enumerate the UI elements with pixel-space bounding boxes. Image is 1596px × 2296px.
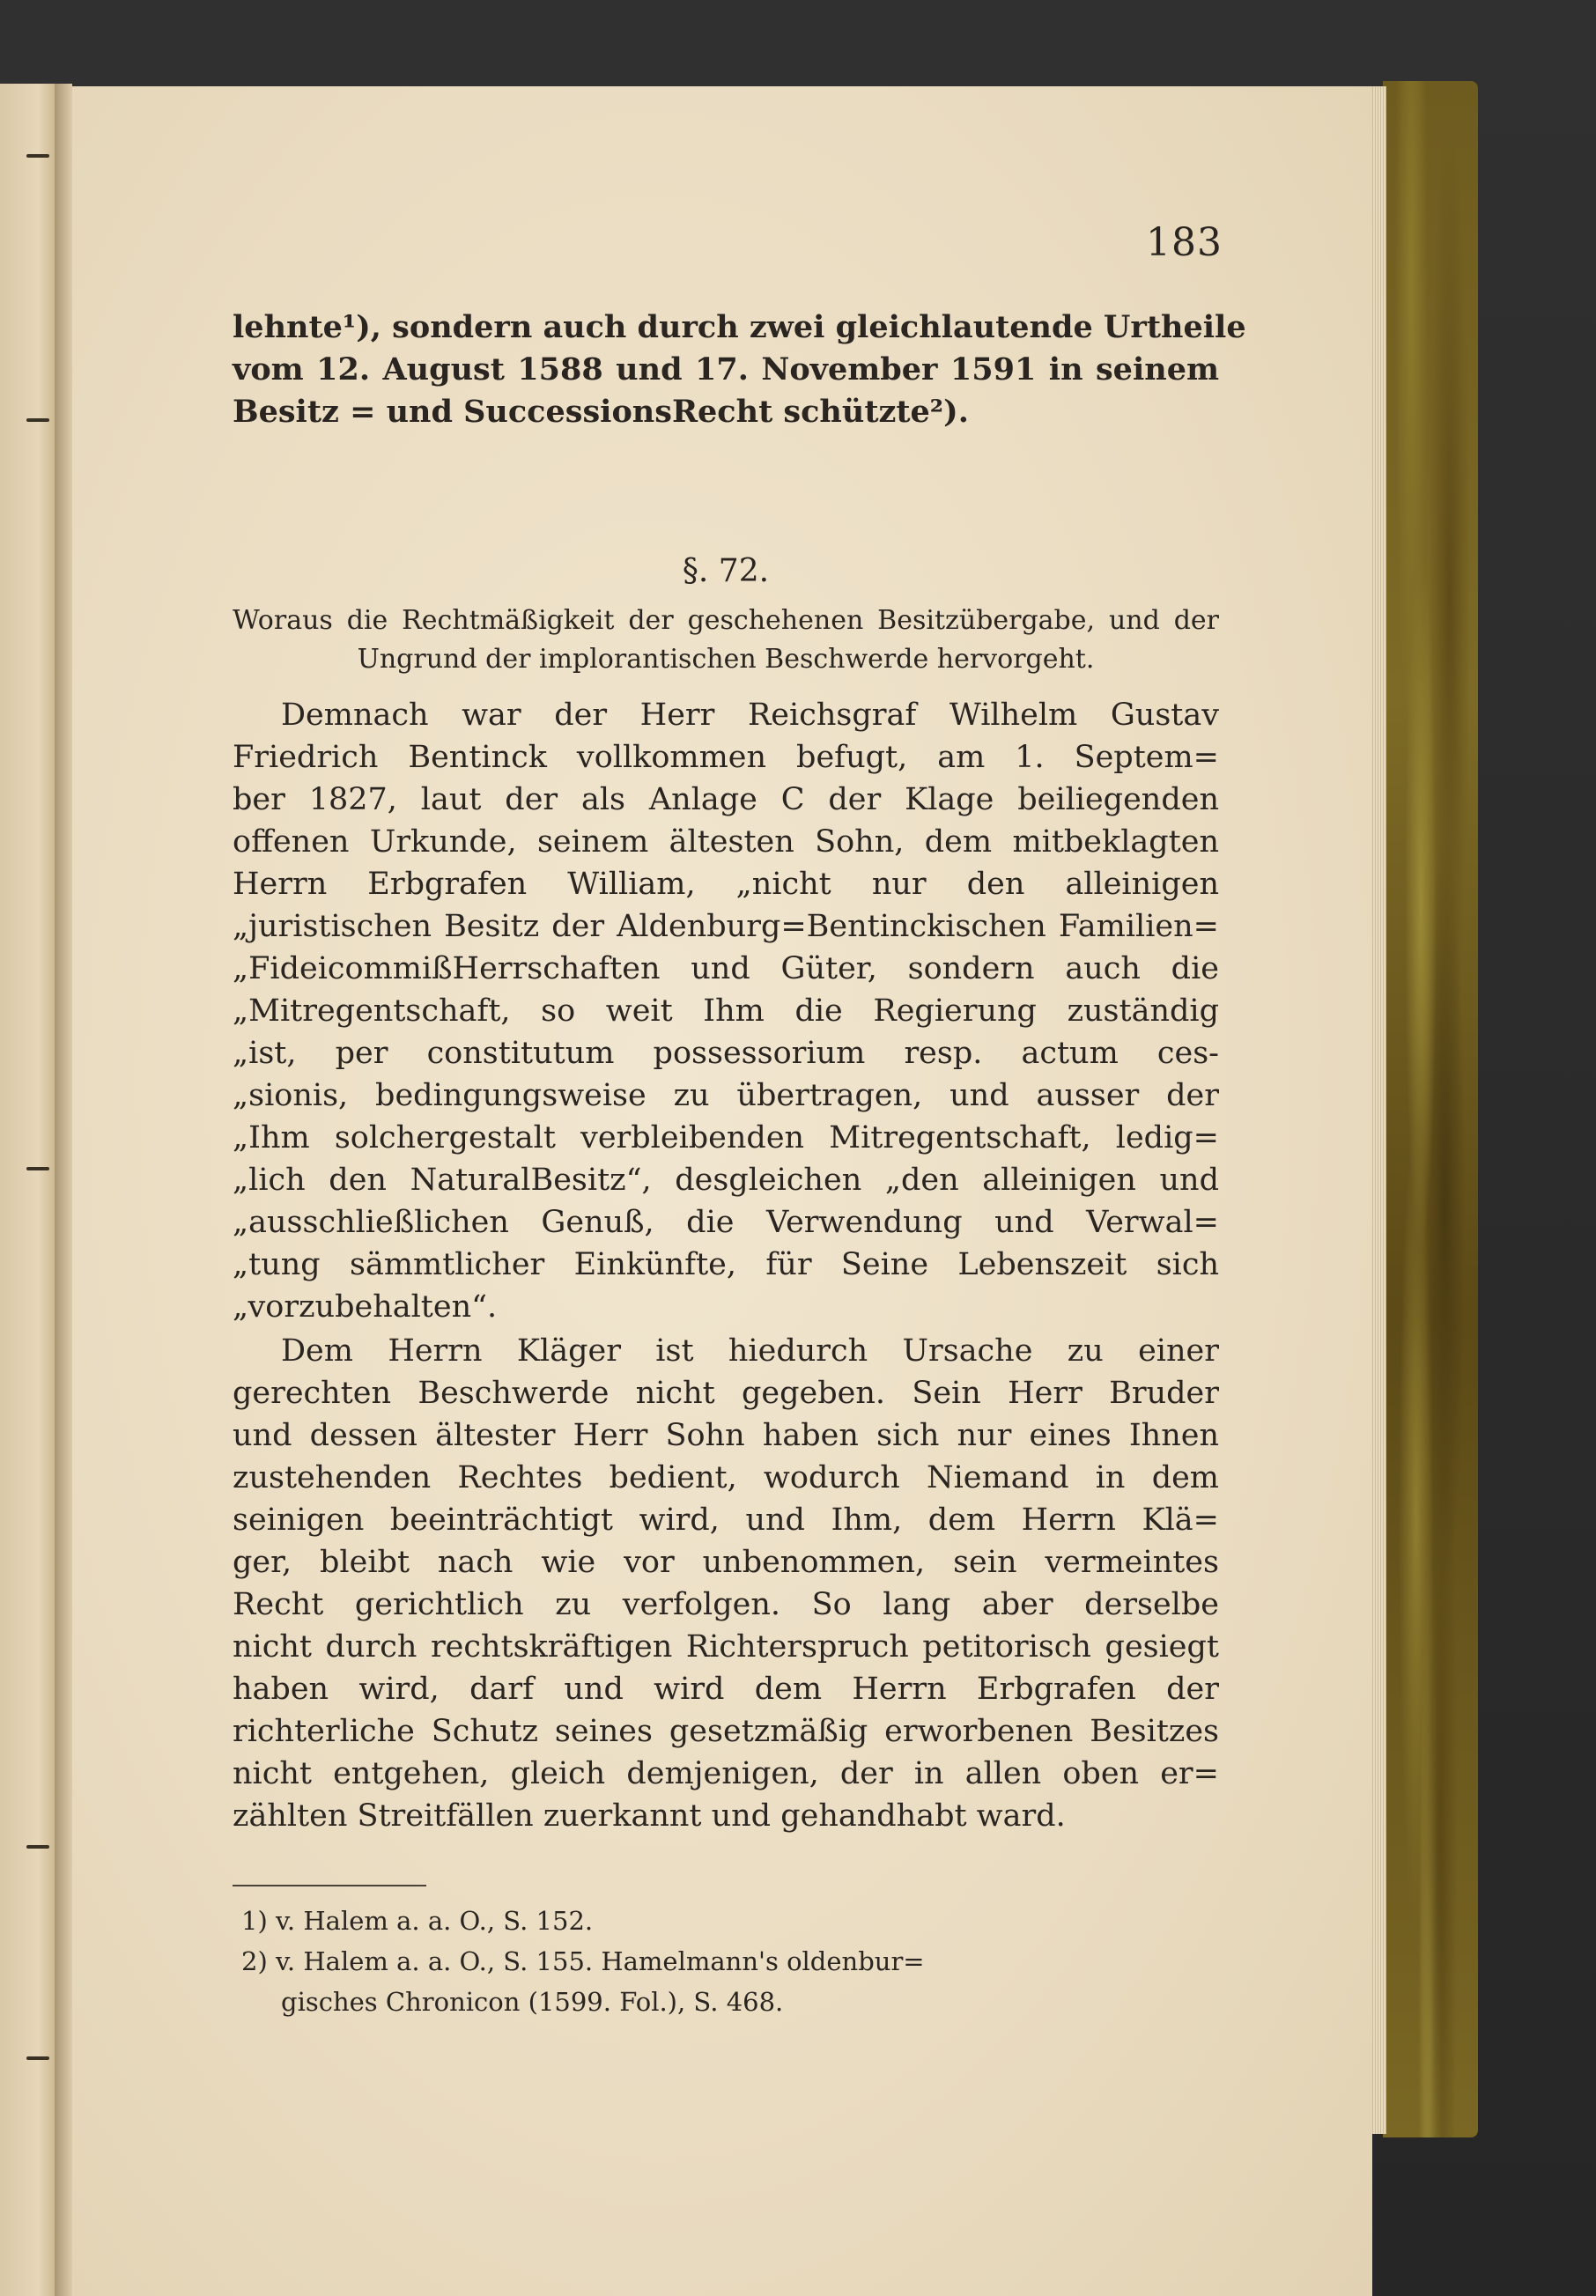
text-line: zählten Streitfällen zuerkannt und gehandhabt ward.: [233, 1798, 1066, 1834]
text-line: und dessen ältester Herr Sohn haben sich nur eines Ihnen: [233, 1418, 1219, 1453]
summary-line: Ungrund der implorantischen Beschwerde hervorgeht.: [357, 644, 1095, 675]
footnote-2: 2) v. Halem a. a. O., S. 155. Hamelmann's oldenbur=: [241, 1946, 925, 1976]
text-line: Besitz = und SuccessionsRecht schützte²).: [233, 394, 969, 430]
text-line: „lich den NaturalBesitz“, desgleichen „den alleinigen und: [233, 1163, 1219, 1198]
text-line: Friedrich Bentinck vollkommen befugt, am 1. Septem=: [233, 740, 1219, 775]
text-line: richterliche Schutz seines gesetzmäßig erworbenen Besitzes: [233, 1714, 1219, 1749]
text-line: „ist, per constitutum possessorium resp. actum ces-: [233, 1036, 1219, 1071]
page-edge-mark: [26, 1167, 49, 1170]
text-line: nicht entgehen, gleich demjenigen, der in allen oben er=: [233, 1756, 1219, 1791]
footnote-2-continued: gisches Chronicon (1599. Fol.), S. 468.: [281, 1987, 784, 2017]
paragraph-1: [233, 694, 1219, 1328]
summary-line: Woraus die Rechtmäßigkeit der geschehenen Besitzübergabe, und der: [233, 605, 1219, 636]
text-line: zustehenden Rechtes bedient, wodurch Niemand in dem: [233, 1460, 1219, 1495]
footnotes: [233, 1901, 1219, 2022]
adjacent-page-edge: [0, 84, 55, 2296]
section-summary: [233, 602, 1219, 679]
text-line: Demnach war der Herr Reichsgraf Wilhelm Gustav: [281, 698, 1219, 733]
text-line: ber 1827, laut der als Anlage C der Klage beiliegenden: [233, 782, 1219, 817]
marbled-edge: [1383, 81, 1478, 2137]
text-line: „tung sämmtlicher Einkünfte, für Seine Lebenszeit sich: [233, 1247, 1219, 1282]
text-line: nicht durch rechtskräftigen Richterspruch petitorisch gesiegt: [233, 1629, 1219, 1665]
text-line: Herrn Erbgrafen William, „nicht nur den alleinigen: [233, 867, 1219, 902]
footnote-rule: [233, 1885, 426, 1886]
text-line: „vorzubehalten“.: [233, 1289, 498, 1325]
text-line: „ausschließlichen Genuß, die Verwendung und Verwal=: [233, 1205, 1219, 1240]
text-line: vom 12. August 1588 und 17. November 1591 in seinem: [233, 351, 1219, 388]
page-stack-edge: [1371, 86, 1386, 2134]
section-heading: §. 72.: [682, 553, 770, 589]
text-line: haben wird, darf und wird dem Herrn Erbgrafen der: [233, 1672, 1219, 1707]
text-line: ger, bleibt nach wie vor unbenommen, sein vermeintes: [233, 1545, 1219, 1580]
footnote-1: 1) v. Halem a. a. O., S. 152.: [241, 1906, 594, 1936]
page-edge-mark: [26, 1845, 49, 1849]
text-line: „Ihm solchergestalt verbleibenden Mitregentschaft, ledig=: [233, 1120, 1219, 1155]
text-line: offenen Urkunde, seinem ältesten Sohn, dem mitbeklagten: [233, 824, 1219, 860]
text-line: Dem Herrn Kläger ist hiedurch Ursache zu einer: [281, 1333, 1219, 1369]
text-line: „sionis, bedingungsweise zu übertragen, und ausser der: [233, 1078, 1219, 1113]
paragraph-2: [233, 1330, 1219, 1837]
text-line: „FideicommißHerrschaften und Güter, sondern auch die: [233, 951, 1219, 986]
page-number: 183: [1146, 220, 1223, 265]
text-line: seinigen beeinträchtigt wird, und Ihm, dem Herrn Klä=: [233, 1502, 1219, 1538]
page-edge-mark: [26, 418, 49, 422]
text-line: „Mitregentschaft, so weit Ihm die Regierung zuständig: [233, 993, 1219, 1029]
text-line: „juristischen Besitz der Aldenburg=Bentinckischen Familien=: [233, 909, 1219, 944]
text-line: lehnte¹), sondern auch durch zwei gleichlautende Urtheile: [233, 309, 1246, 345]
book-page: [72, 86, 1372, 2296]
text-line: gerechten Beschwerde nicht gegeben. Sein Herr Bruder: [233, 1376, 1219, 1411]
opening-lines: [233, 306, 1246, 433]
text-line: Recht gerichtlich zu verfolgen. So lang aber derselbe: [233, 1587, 1219, 1622]
page-edge-mark: [26, 154, 49, 158]
book-gutter: [55, 84, 72, 2296]
page-edge-mark: [26, 2056, 49, 2060]
